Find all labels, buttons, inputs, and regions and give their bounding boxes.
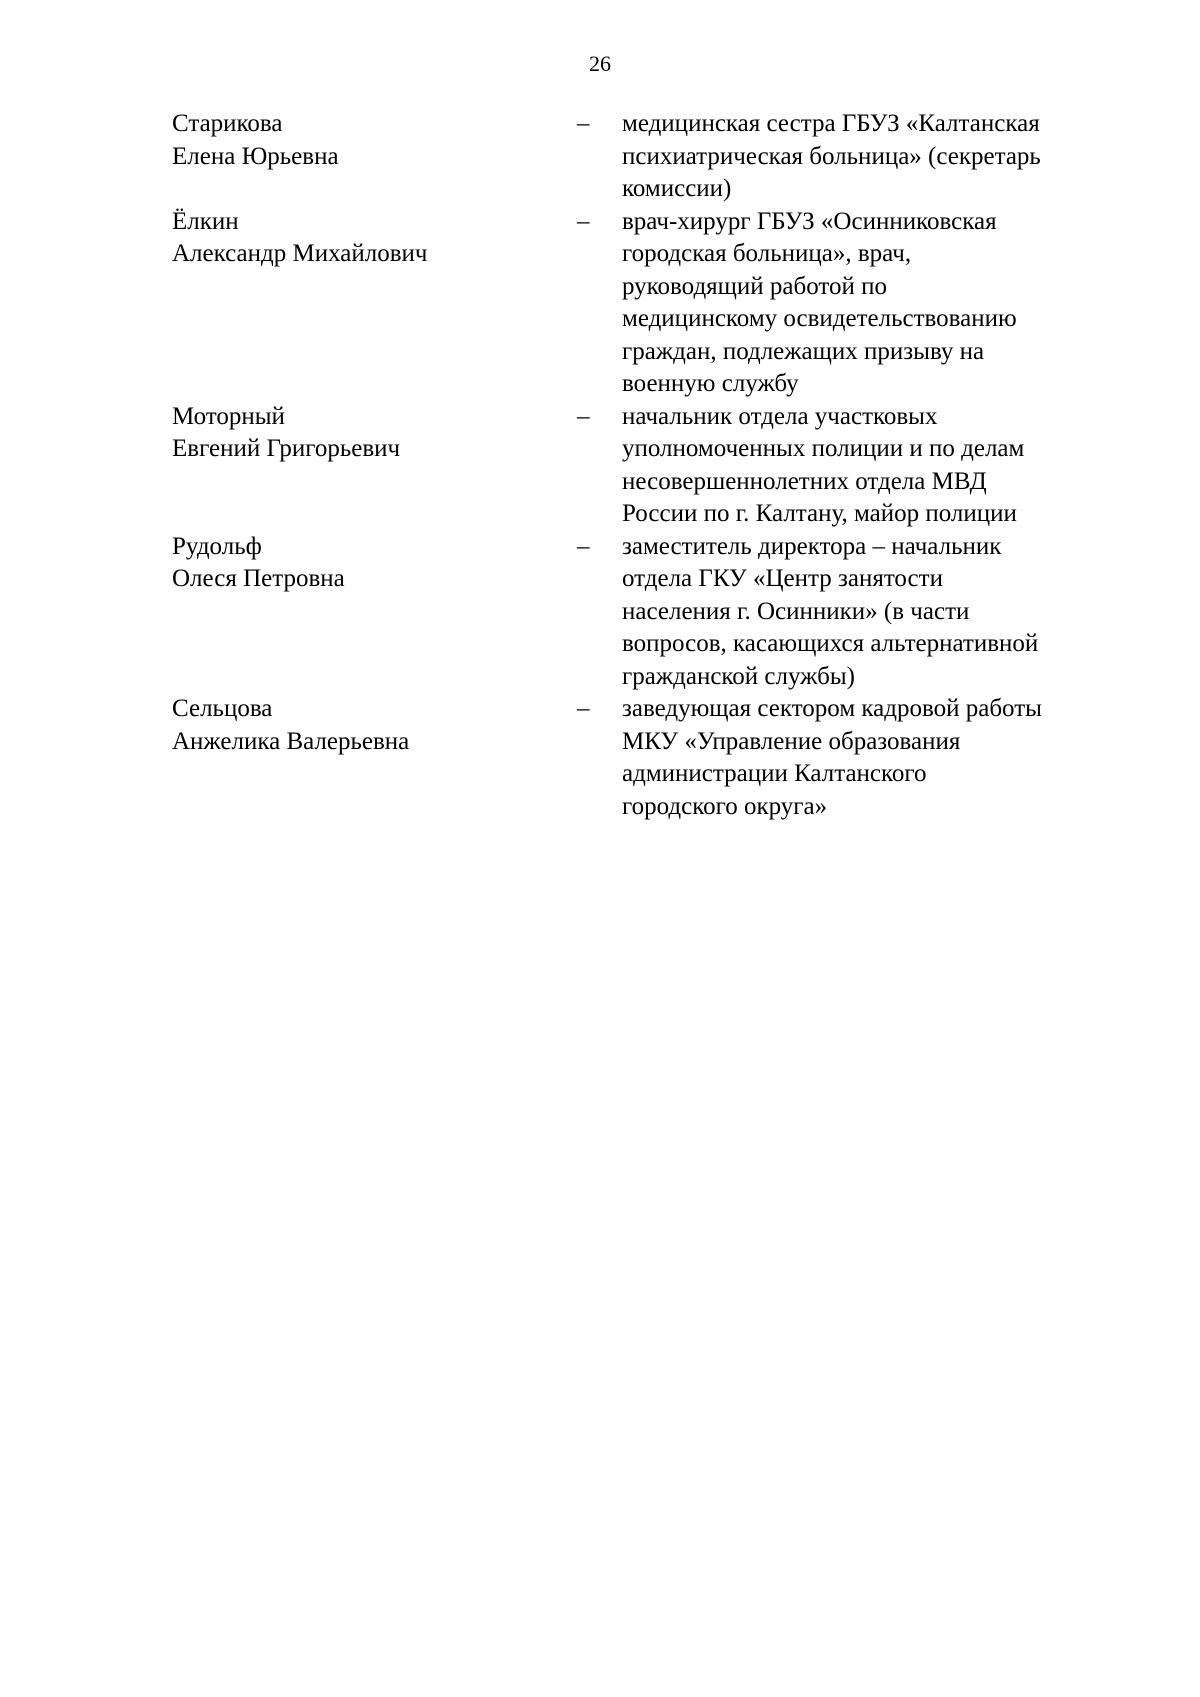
position-line: отдела ГКУ «Центр занятости	[622, 565, 943, 592]
member-entry	[172, 108, 1112, 206]
member-dash: –	[577, 110, 590, 137]
position-line: психиатрическая больница» (секретарь	[622, 142, 1041, 170]
position-line: администрации Калтанского	[622, 760, 927, 787]
member-surname: Рудольф	[172, 532, 262, 560]
position-line: несовершеннолетних отдела МВД	[622, 467, 987, 495]
position-line: городского округа»	[622, 792, 828, 820]
member-position	[622, 108, 1112, 206]
member-dash: –	[577, 402, 590, 430]
position-line: населения г. Осинники» (в части	[622, 597, 970, 625]
member-entry	[172, 401, 1112, 531]
position-line: гражданской службы)	[622, 662, 855, 690]
page-number: 26	[589, 51, 611, 76]
member-name	[172, 401, 577, 531]
member-entry	[172, 206, 1112, 401]
member-surname: Старикова	[172, 110, 283, 137]
member-given-name: Олеся Петровна	[172, 565, 345, 592]
member-entry	[172, 531, 1112, 694]
member-given-name: Евгений Григорьевич	[172, 435, 401, 462]
position-line: заведующая сектором кадровой работы	[622, 695, 1042, 722]
position-line: медицинская сестра ГБУЗ «Калтанская	[622, 110, 1040, 137]
member-name	[172, 531, 577, 694]
member-name	[172, 693, 577, 823]
member-surname: Моторный	[172, 402, 285, 430]
member-given-name: Елена Юрьевна	[172, 142, 339, 170]
member-position	[622, 206, 1112, 401]
member-dash: –	[577, 207, 590, 235]
position-line: медицинскому освидетельствованию	[622, 305, 1017, 332]
member-given-name: Анжелика Валерьевна	[172, 727, 410, 755]
member-dash: –	[577, 532, 590, 560]
member-surname: Сельцова	[172, 695, 273, 722]
member-name	[172, 206, 577, 401]
position-line: городская больница», врач,	[622, 240, 912, 267]
position-line: граждан, подлежащих призыву на	[622, 337, 985, 365]
member-position	[622, 401, 1112, 531]
position-line: начальник отдела участковых	[622, 402, 938, 430]
member-position	[622, 693, 1112, 823]
member-entry	[172, 693, 1112, 823]
position-line: МКУ «Управление образования	[622, 727, 961, 755]
position-line: вопросов, касающихся альтернативной	[622, 630, 1039, 657]
member-surname: Ёлкин	[172, 207, 239, 235]
position-line: военную службу	[622, 370, 799, 397]
commission-members-list	[172, 108, 1112, 823]
position-line: руководящий работой по	[622, 272, 888, 300]
member-position	[622, 531, 1112, 694]
position-line: врач-хирург ГБУЗ «Осинниковская	[622, 207, 997, 235]
position-line: комиссии)	[622, 175, 732, 202]
position-line: России по г. Калтану, майор полиции	[622, 500, 1017, 527]
position-line: уполномоченных полиции и по делам	[622, 435, 1025, 462]
position-line: заместитель директора – начальник	[622, 532, 1002, 560]
member-given-name: Александр Михайлович	[172, 240, 428, 267]
member-dash: –	[577, 695, 590, 722]
member-name	[172, 108, 577, 206]
